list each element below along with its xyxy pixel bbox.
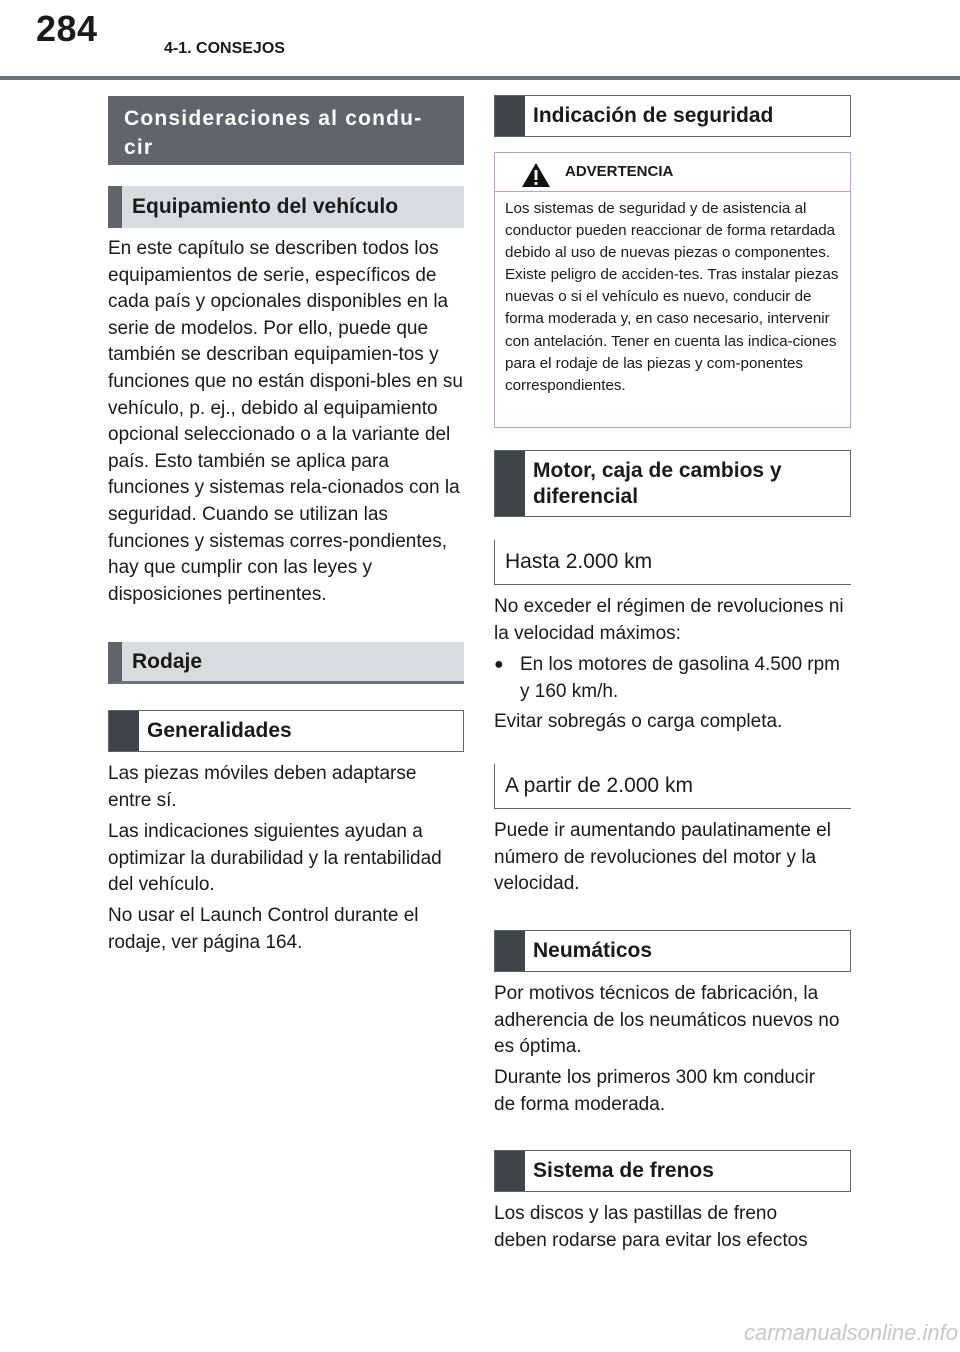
header-divider [0,76,960,80]
heading-marker [495,96,525,136]
paragraph-rodaje-3: No usar el Launch Control durante el rodaje, ver página 164. [108,905,419,953]
bullet-gasolina [494,652,851,705]
heading-motor-line-1: Motor, caja de cambios y [533,458,782,482]
heading-generalidades [108,710,464,752]
paragraph-hasta-2: Evitar sobregás o carga completa. [494,711,783,732]
warning-triangle-icon [521,162,551,188]
paragraph-neumaticos-1: Por motivos técnicos de fabricación, la adherencia de los neumáticos nuevos no es óptima. [494,983,840,1058]
heading-neumaticos-text: Neumáticos [533,939,653,962]
warning-text: Los sistemas de seguridad y de asistencia al conductor pueden reaccionar de forma retardada debido al uso de nuevas piezas o componentes. Existe peligro de acciden-tes. Tras instalar piezas nuevas o si el vehículo es nuevo, conducir de forma moderada y, en caso necesario, intervenir con antelación. Tener en cuenta las indica-ciones para el rodaje de las piezas y com-ponentes correspondientes. [505,200,839,394]
paragraph-apartir-1: Puede ir aumentando paulatinamente el número de revoluciones del motor y la velocidad. [494,820,831,895]
paragraph-rodaje-2: Las indicaciones siguientes ayudan a optimizar la durabilidad y la rentabilidad del vehículo. [108,821,442,896]
warning-header [495,153,850,192]
heading-motor-line-2: diferencial [533,484,639,508]
section-title-considerations [108,96,464,165]
heading-rodaje [108,642,464,684]
bullet-gasolina-text: En los motores de gasolina 4.500 rpm y 160 km/h. [520,654,841,702]
warning-label: ADVERTENCIA [565,163,674,180]
watermark: carmanualsonline.info [743,1320,958,1345]
heading-marker [109,711,139,751]
heading-marker [495,451,525,516]
bullet-dot-icon: ● [494,656,504,673]
paragraph-neumaticos-2: Durante los primeros 300 km conducir de forma moderada. [494,1067,816,1115]
heading-frenos-text: Sistema de frenos [533,1159,714,1182]
heading-rodaje-text: Rodaje [132,649,203,673]
heading-frenos [494,1150,851,1192]
heading-neumaticos [494,930,851,972]
warning-box [494,152,851,428]
subheading-apartir-2000: A partir de 2.000 km [494,764,851,809]
heading-equipamiento-text: Equipamiento del vehículo [132,195,399,218]
section-title-line-1: Consideraciones al condu- [124,107,423,130]
page-number: 284 [36,8,98,49]
heading-seguridad-text: Indicación de seguridad [533,104,774,127]
heading-equipamiento [108,186,464,228]
heading-marker [495,931,525,971]
chapter-title: 4-1. CONSEJOS [164,40,285,57]
heading-seguridad [494,95,851,137]
paragraph-frenos-1: Los discos y las pastillas de freno deben rodarse para evitar los efectos [494,1203,808,1251]
paragraph-equipamiento: En este capítulo se describen todos los equipamientos de serie, específicos de cada país y opcionales disponibles en la serie de modelos. Por ello, puede que también se describan equipamien-tos y funciones que no están disponi-bles en su vehículo, p. ej., debido al equipamiento opcional seleccionado o a la variante del país. Esto también se aplica para funciones y sistemas rela-cionados con la seguridad. Cuando se utilizan las funciones y sistemas corres-pondientes, hay que cumplir con las leyes y disposiciones pertinentes. [108,238,463,605]
subheading-hasta-2000: Hasta 2.000 km [494,540,851,585]
paragraph-hasta-1: No exceder el régimen de revoluciones ni la velocidad máximos: [494,596,844,644]
heading-marker [495,1151,525,1191]
section-title-line-2: cir [124,136,154,159]
heading-generalidades-text: Generalidades [147,719,292,742]
paragraph-rodaje-1: Las piezas móviles deben adaptarse entre sí. [108,763,417,811]
heading-motor [494,450,851,517]
heading-motor-text [525,458,792,510]
